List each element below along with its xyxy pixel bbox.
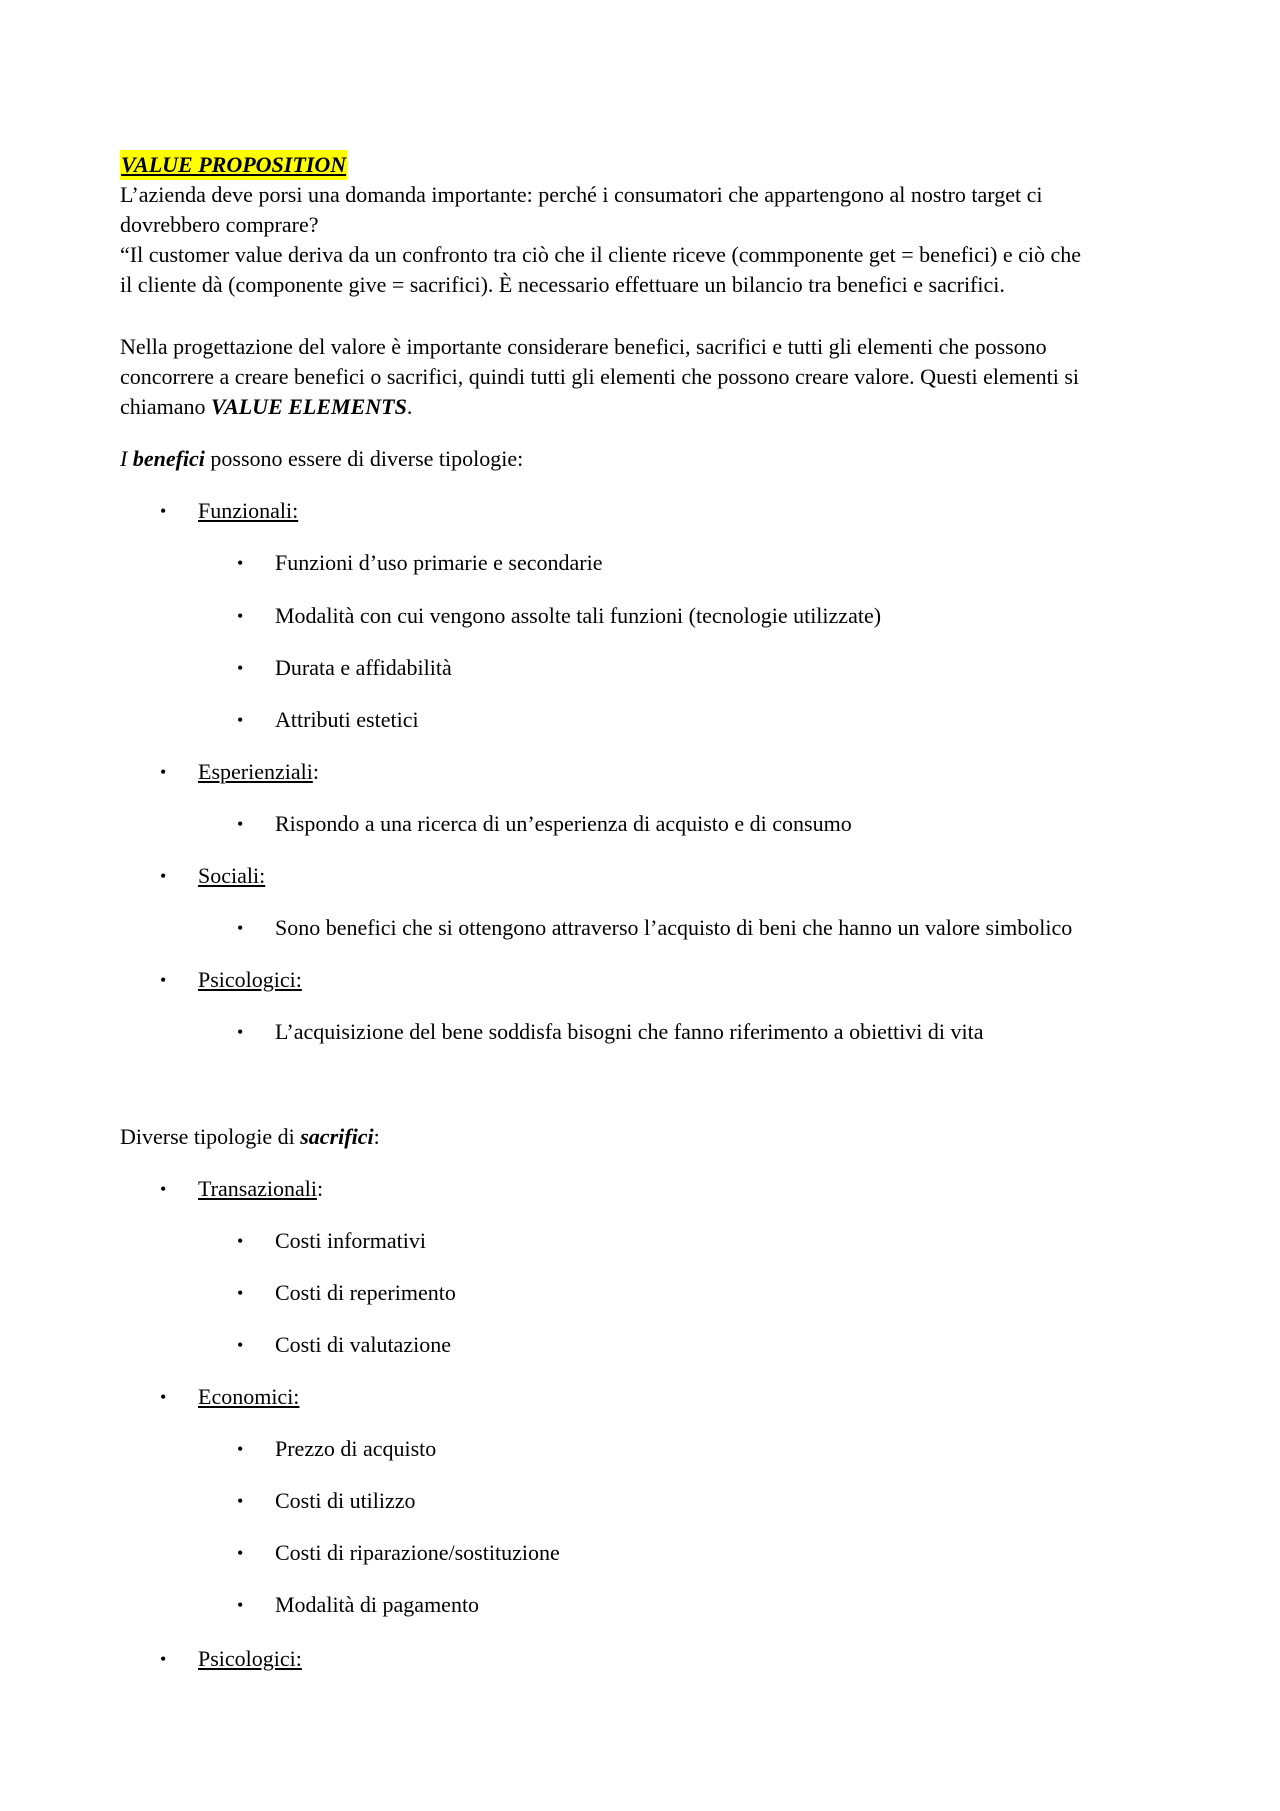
bullet-icon: • <box>160 501 167 521</box>
intro-line-4: il cliente dà (componente give = sacrifici). È necessario effettuare un bilancio tra benefici e sacrifici. <box>120 272 1005 297</box>
bullet-icon: • <box>237 553 244 573</box>
sacrifici-term: sacrifici <box>300 1124 374 1149</box>
bullet-icon: • <box>237 1543 244 1563</box>
bullet-icon: • <box>237 1439 244 1459</box>
list-item-text: Modalità con cui vengono assolte tali funzioni (tecnologie utilizzate) <box>275 603 882 628</box>
category-label-wrap <box>198 757 319 787</box>
list-item-text: Costi di valutazione <box>275 1332 451 1357</box>
value-elements-term: VALUE ELEMENTS <box>211 394 407 419</box>
benefici-lead <box>120 444 523 474</box>
benefici-lead-i: I <box>120 446 133 471</box>
para2-line-1: Nella progettazione del valore è importante considerare benefici, sacrifici e tutti gli elementi che possono <box>120 334 1047 359</box>
bullet-icon: • <box>237 918 244 938</box>
list-item-text: Prezzo di acquisto <box>275 1436 437 1461</box>
bullet-icon: • <box>160 970 167 990</box>
list-item-text: Attributi estetici <box>275 707 419 732</box>
para2-line-3-suffix: . <box>406 394 413 419</box>
list-item-text: Modalità di pagamento <box>275 1592 480 1617</box>
category-label: Psicologici: <box>198 967 302 992</box>
bullet-icon: • <box>237 1335 244 1355</box>
bullet-icon: • <box>160 1387 167 1407</box>
bullet-icon: • <box>237 1283 244 1303</box>
bullet-icon: • <box>237 814 244 834</box>
list-item-text: Durata e affidabilità <box>275 655 452 680</box>
intro-line-3: “Il customer value deriva da un confronto tra ciò che il cliente riceve (commponente get = benefici) e ciò che <box>120 242 1082 267</box>
category-label-suffix: : <box>312 759 319 784</box>
list-item-text: Rispondo a una ricerca di un’esperienza di acquisto e di consumo <box>275 811 852 836</box>
bullet-icon: • <box>237 1595 244 1615</box>
sacrifici-lead-prefix: Diverse tipologie di <box>120 1124 301 1149</box>
bullet-icon: • <box>237 606 244 626</box>
para2-line-3 <box>120 392 412 422</box>
list-item-text: Costi di utilizzo <box>275 1488 416 1513</box>
benefici-lead-rest: possono essere di diverse tipologie: <box>204 446 524 471</box>
bullet-icon: • <box>160 1179 167 1199</box>
intro-line-2: dovrebbero comprare? <box>120 212 319 237</box>
bullet-icon: • <box>160 866 167 886</box>
list-item-text: Funzioni d’uso primarie e secondarie <box>275 550 603 575</box>
bullet-icon: • <box>237 710 244 730</box>
bullet-icon: • <box>160 1649 167 1669</box>
category-label: Sociali: <box>198 863 266 888</box>
para2-line-2: concorrere a creare benefici o sacrifici, quindi tutti gli elementi che possono creare valore. Questi elementi si <box>120 364 1080 389</box>
category-label: Psicologici: <box>198 1646 302 1671</box>
bullet-icon: • <box>237 658 244 678</box>
list-item-text: Costi informativi <box>275 1228 426 1253</box>
category-label: Transazionali <box>198 1176 317 1201</box>
para2-line-3-prefix: chiamano <box>120 394 212 419</box>
list-item-text: L’acquisizione del bene soddisfa bisogni che fanno riferimento a obiettivi di vita <box>275 1019 984 1044</box>
category-label: Funzionali: <box>198 498 299 523</box>
category-label: Economici: <box>198 1384 300 1409</box>
category-label-suffix: : <box>316 1176 324 1201</box>
page-title: VALUE PROPOSITION <box>120 150 347 180</box>
list-item-text: Costi di riparazione/sostituzione <box>275 1540 560 1565</box>
benefici-term: benefici <box>132 446 205 471</box>
sacrifici-lead <box>120 1122 380 1152</box>
intro-line-1: L’azienda deve porsi una domanda importante: perché i consumatori che appartengono al nostro target ci <box>120 182 1043 207</box>
bullet-icon: • <box>160 762 167 782</box>
bullet-icon: • <box>237 1022 244 1042</box>
bullet-icon: • <box>237 1491 244 1511</box>
sacrifici-lead-suffix: : <box>373 1124 380 1149</box>
category-label-wrap <box>198 1174 323 1204</box>
bullet-icon: • <box>237 1231 244 1251</box>
list-item-text: Sono benefici che si ottengono attraverso l’acquisto di beni che hanno un valore simbolico <box>275 915 1073 940</box>
category-label: Esperienziali <box>198 759 313 784</box>
list-item-text: Costi di reperimento <box>275 1280 456 1305</box>
